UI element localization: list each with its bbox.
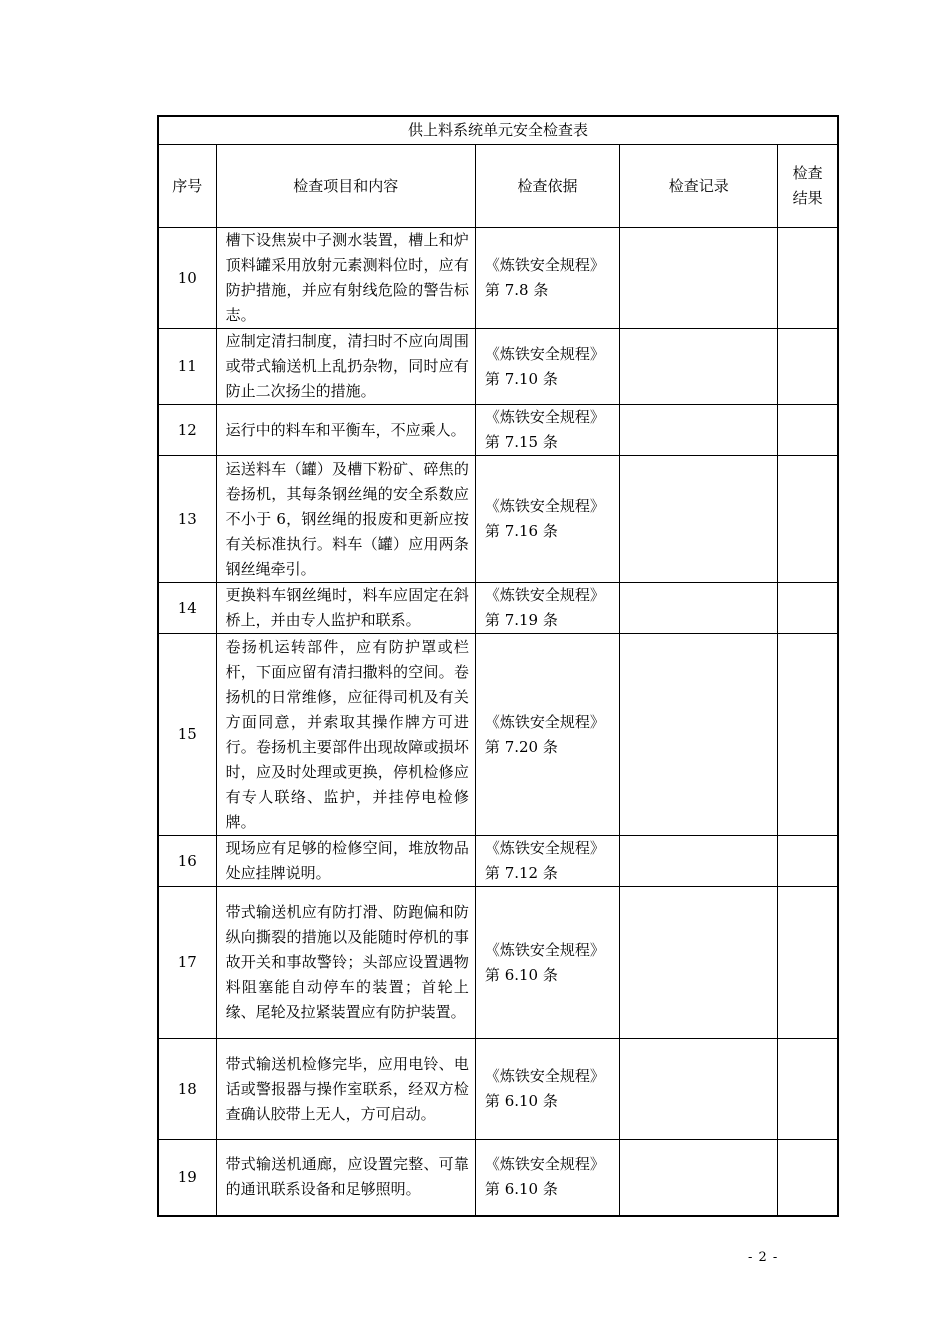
- check-basis: [475, 456, 619, 583]
- check-result-cell[interactable]: [778, 456, 838, 583]
- check-record-cell[interactable]: [620, 1039, 778, 1140]
- table-row: [158, 1140, 838, 1216]
- row-number: 11: [158, 329, 216, 405]
- check-item-content: 现场应有足够的检修空间，堆放物品处应挂牌说明。: [216, 836, 475, 887]
- table-row: [158, 329, 838, 405]
- check-item-content: 更换料车钢丝绳时，料车应固定在斜桥上，并由专人监护和联系。: [216, 583, 475, 634]
- table-title: 供上料系统单元安全检查表: [158, 116, 838, 145]
- check-basis: [475, 1039, 619, 1140]
- check-record-cell[interactable]: [620, 228, 778, 329]
- basis-clause: 第 7.15 条: [484, 433, 558, 451]
- header-result-line2: 结果: [792, 189, 823, 207]
- basis-clause: 第 7.12 条: [484, 864, 558, 882]
- table-row: [158, 634, 838, 836]
- basis-document: 《炼铁安全规程》: [484, 1155, 605, 1174]
- basis-document: 《炼铁安全规程》: [484, 408, 605, 426]
- check-result-cell[interactable]: [778, 634, 838, 836]
- check-record-cell[interactable]: [620, 836, 778, 887]
- check-record-cell[interactable]: [620, 634, 778, 836]
- basis-clause: 第 6.10 条: [484, 1092, 558, 1110]
- check-basis: [475, 583, 619, 634]
- check-basis: [475, 634, 619, 836]
- basis-document: 《炼铁安全规程》: [484, 344, 605, 363]
- check-basis: [475, 1140, 619, 1216]
- row-number: 17: [158, 887, 216, 1039]
- header-result: [778, 145, 838, 228]
- check-item-content: 运行中的料车和平衡车，不应乘人。: [216, 405, 475, 456]
- check-result-cell[interactable]: [778, 583, 838, 634]
- basis-clause: 第 7.16 条: [484, 522, 558, 540]
- table-row: [158, 228, 838, 329]
- table-row: [158, 405, 838, 456]
- row-number: 18: [158, 1039, 216, 1140]
- check-record-cell[interactable]: [620, 1140, 778, 1216]
- check-result-cell[interactable]: [778, 405, 838, 456]
- row-number: 14: [158, 583, 216, 634]
- table-row: [158, 1039, 838, 1140]
- check-basis: [475, 405, 619, 456]
- basis-clause: 第 7.10 条: [484, 369, 558, 388]
- check-result-cell[interactable]: [778, 329, 838, 405]
- header-result-line1: 检查: [792, 164, 823, 182]
- check-record-cell[interactable]: [620, 405, 778, 456]
- check-result-cell[interactable]: [778, 836, 838, 887]
- check-item-content: 带式输送机检修完毕，应用电铃、电话或警报器与操作室联系，经双方检查确认胶带上无人，方可启动。: [216, 1039, 475, 1140]
- basis-document: 《炼铁安全规程》: [484, 256, 605, 274]
- check-item-content: 槽下设焦炭中子测水装置，槽上和炉顶料罐采用放射元素测料位时，应有防护措施，并应有射线危险的警告标志。: [216, 228, 475, 329]
- basis-clause: 第 6.10 条: [484, 965, 558, 984]
- check-record-cell[interactable]: [620, 583, 778, 634]
- check-basis: [475, 887, 619, 1039]
- row-number: 13: [158, 456, 216, 583]
- row-number: 10: [158, 228, 216, 329]
- basis-clause: 第 6.10 条: [484, 1180, 558, 1199]
- row-number: 15: [158, 634, 216, 836]
- basis-document: 《炼铁安全规程》: [484, 497, 605, 515]
- check-record-cell[interactable]: [620, 887, 778, 1039]
- check-item-content: 带式输送机应有防打滑、防跑偏和防纵向撕裂的措施以及能随时停机的事故开关和事故警铃；头部应设置遇物料阻塞能自动停车的装置；首轮上缘、尾轮及拉紧装置应有防护装置。: [216, 887, 475, 1039]
- check-item-content: 应制定清扫制度，清扫时不应向周围或带式输送机上乱扔杂物，同时应有防止二次扬尘的措施。: [216, 329, 475, 405]
- check-record-cell[interactable]: [620, 329, 778, 405]
- header-item: 检查项目和内容: [216, 145, 475, 228]
- check-result-cell[interactable]: [778, 228, 838, 329]
- check-item-content: 带式输送机通廊，应设置完整、可靠的通讯联系设备和足够照明。: [216, 1140, 475, 1216]
- basis-document: 《炼铁安全规程》: [484, 839, 605, 857]
- header-seq: 序号: [158, 145, 216, 228]
- page-number: - 2 -: [748, 1250, 779, 1265]
- basis-document: 《炼铁安全规程》: [484, 712, 605, 731]
- table-row: [158, 583, 838, 634]
- check-basis: [475, 836, 619, 887]
- check-result-cell[interactable]: [778, 1039, 838, 1140]
- safety-checklist-table: [157, 115, 839, 1217]
- basis-document: 《炼铁安全规程》: [484, 1067, 605, 1085]
- header-row: [158, 145, 838, 228]
- header-basis: 检查依据: [475, 145, 619, 228]
- check-basis: [475, 228, 619, 329]
- table-row: [158, 456, 838, 583]
- basis-clause: 第 7.19 条: [484, 611, 558, 629]
- row-number: 19: [158, 1140, 216, 1216]
- basis-document: 《炼铁安全规程》: [484, 586, 605, 604]
- row-number: 16: [158, 836, 216, 887]
- row-number: 12: [158, 405, 216, 456]
- check-basis: [475, 329, 619, 405]
- basis-clause: 第 7.8 条: [484, 281, 549, 299]
- basis-clause: 第 7.20 条: [484, 737, 558, 756]
- basis-document: 《炼铁安全规程》: [484, 940, 605, 959]
- table-row: [158, 887, 838, 1039]
- check-item-content: 运送料车（罐）及槽下粉矿、碎焦的卷扬机，其每条钢丝绳的安全系数应不小于 6，钢丝绳的报废和更新应按有关标准执行。料车（罐）应用两条钢丝绳牵引。: [216, 456, 475, 583]
- table-row: [158, 836, 838, 887]
- check-result-cell[interactable]: [778, 1140, 838, 1216]
- check-result-cell[interactable]: [778, 887, 838, 1039]
- header-record: 检查记录: [620, 145, 778, 228]
- check-record-cell[interactable]: [620, 456, 778, 583]
- check-item-content: 卷扬机运转部件，应有防护罩或栏杆，下面应留有清扫撒料的空间。卷扬机的日常维修，应征得司机及有关方面同意，并索取其操作牌方可进行。卷扬机主要部件出现故障或损坏时，应及时处理或更换，停机检修应有专人联络、监护，并挂停电检修牌。: [216, 634, 475, 836]
